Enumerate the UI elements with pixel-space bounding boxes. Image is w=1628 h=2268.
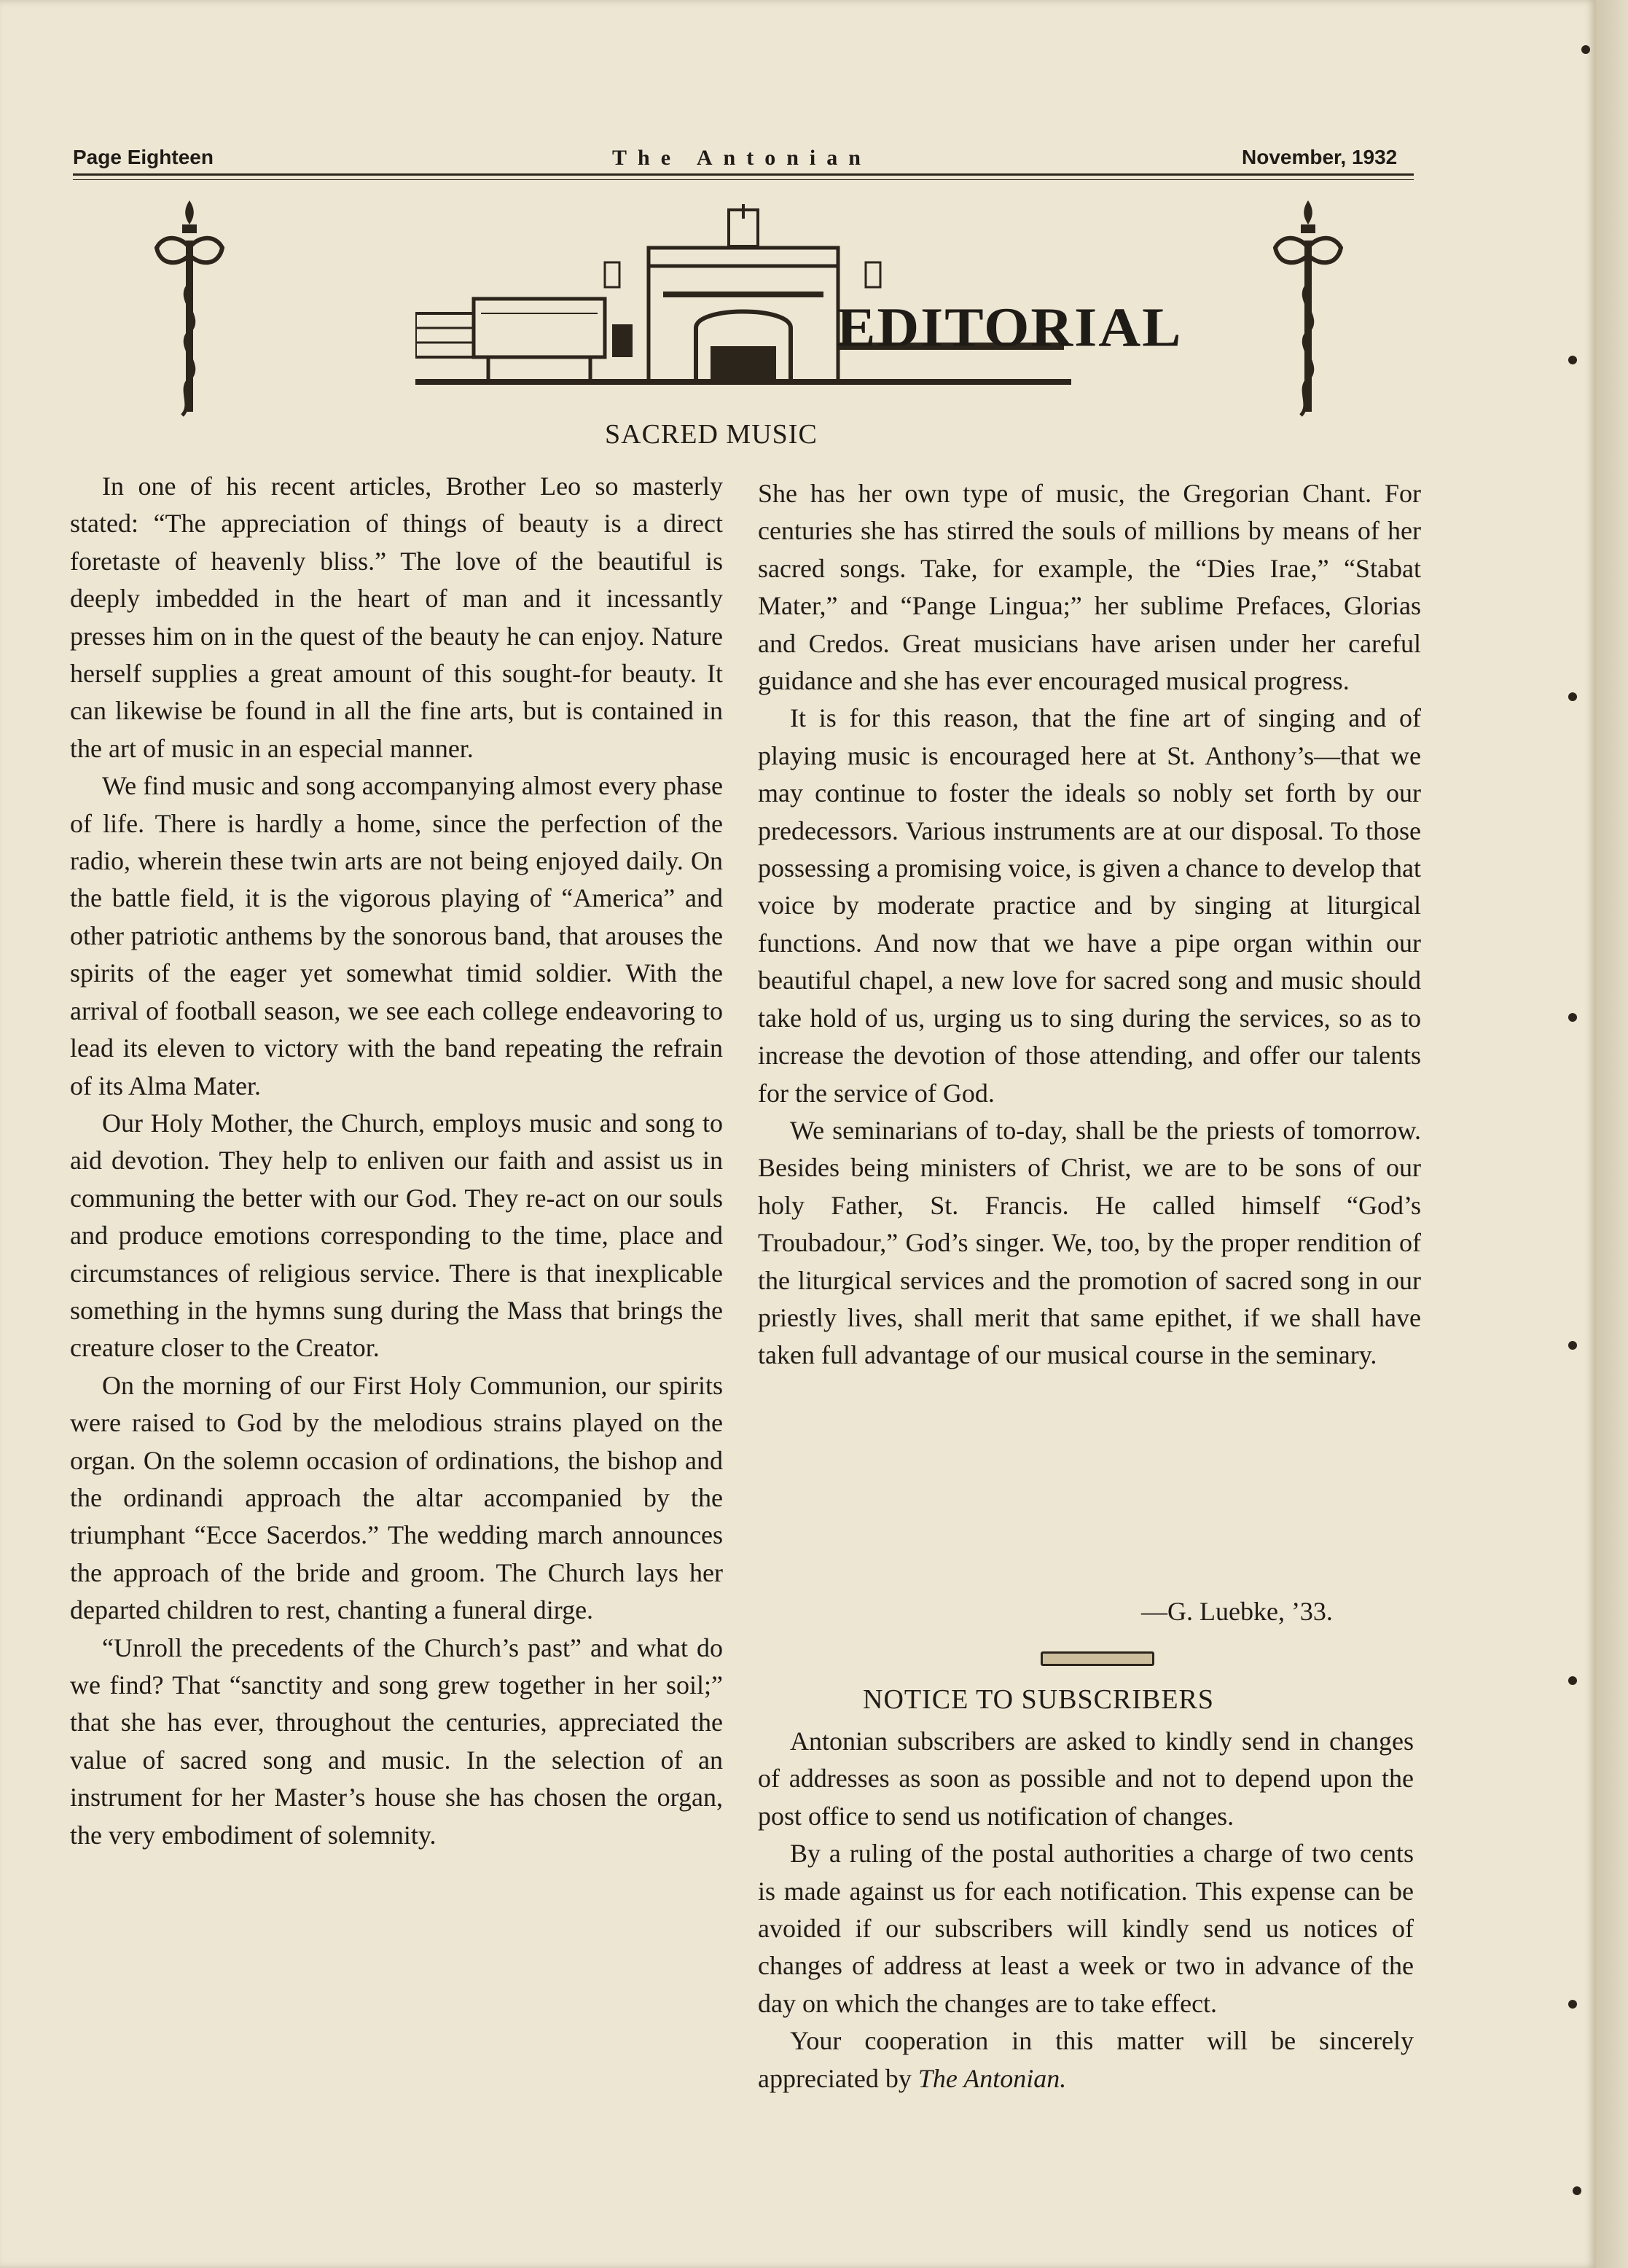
article-paragraph: We seminarians of to-day, shall be the priests of tomorrow. Besides being ministers of Christ, we are to be sons of our holy Father, St. Francis. He called himself “God’s Troubadour,” God’s singer. We, too, by the proper rendition of the liturgical services and the promotion of sacred song in our priestly lives, shall merit that same epithet, if we shall have taken full advantage of our musical course in the seminary.	[758, 1115, 1421, 1370]
article-paragraph: Our Holy Mother, the Church, employs music and song to aid devotion. They help to enliven our faith and assist us in communing the better with our God. They re-act on our souls and produce emotions corresponding to the time, place and circumstances of religious service. There is that inexplicable something in the hymns sung during the Mass that brings the creature closer to the Creator.	[70, 1108, 723, 1363]
notice-closing	[758, 2022, 1414, 2097]
article-title: SACRED MUSIC	[605, 419, 818, 450]
notice-column	[758, 1723, 1414, 2097]
punch-hole	[1581, 45, 1590, 54]
header-rule	[73, 173, 1414, 176]
section-divider	[1041, 1651, 1154, 1666]
page-number: Page Eighteen	[73, 146, 214, 168]
publication-name: The Antonian	[612, 146, 872, 170]
issue-date: November, 1932	[1242, 146, 1398, 168]
article-paragraph: It is for this reason, that the fine art of singing and of playing music is encouraged here at St. Anthony’s—that we may continue to foster the ideals so nobly set forth by our predecessors. Various instruments are at our disposal. To those possessing a promising voice, is given a chance to develop that voice by moderate practice and by singing at liturgical functions. And now that we have a pipe organ within our beautiful chapel, a new love for sacred song and music should take hold of us, urging us to sing during the services, so as to increase the devotion of those attending, and offer our talents for the service of God.	[758, 703, 1421, 1108]
banner-word: EDITORIAL	[837, 297, 1183, 359]
page-edge	[1596, 0, 1628, 2268]
torch-ornament-right	[1268, 197, 1348, 423]
article-paragraph: In one of his recent articles, Brother Leo so masterly stated: “The appreciation of things of beauty is a direct foretaste of heavenly bliss.” The love of the beautiful is deeply imbedded in the heart of man and it incessantly presses him on in the quest of the beauty he can enjoy. Nature herself supplies a great amount of this sought-for beauty. It can likewise be found in all the fine arts, but is contained in the art of music in an especial manner.	[70, 472, 723, 763]
article-column-left	[70, 468, 723, 1854]
notice-paragraph: By a ruling of the postal authorities a charge of two cents is made against us for each notification. This expense can be avoided if our subscribers will kindly send us notices of changes of address at least a week or two in advance of the day on which the changes are to take effect.	[758, 1839, 1414, 2018]
author-signature: —G. Luebke, ’33.	[1141, 1597, 1333, 1626]
punch-hole	[1568, 356, 1577, 364]
header-rule-thin	[73, 179, 1414, 180]
punch-hole	[1568, 1341, 1577, 1350]
article-paragraph: We find music and song accompanying almost every phase of life. There is hardly a home, since the perfection of the radio, wherein these twin arts are not being enjoyed daily. On the battle field, it is the vigorous playing of “America” and other patriotic anthems by the sonorous band, that arouses the spirits of the eager yet somewhat timid soldier. With the arrival of football season, we see each college endeavoring to lead its eleven to victory with the band repeating the refrain of its Alma Mater.	[70, 771, 723, 1100]
article-column-right	[758, 475, 1421, 1375]
notice-closing-publication: The Antonian.	[917, 2063, 1067, 2093]
punch-hole	[1568, 692, 1577, 701]
article-paragraph: On the morning of our First Holy Communion, our spirits were raised to God by the melodious strains played on the organ. On the solemn occasion of ordinations, the bishop and the ordinandi approach the altar accompanied by the triumphant “Ecce Sacerdos.” The wedding march announces the approach of the bride and groom. The Church lays her departed children to rest, chanting a funeral dirge.	[70, 1370, 723, 1625]
article-paragraph: She has her own type of music, the Gregorian Chant. For centuries she has stirred the souls of millions by means of her sacred songs. Take, for example, the “Dies Irae,” “Stabat Mater,” and “Pange Lingua;” her sublime Prefaces, Glorias and Credos. Great musicians have arisen under her careful guidance and she has ever encouraged musical progress.	[758, 479, 1421, 696]
article-paragraph: “Unroll the precedents of the Church’s past” and what do we find? That “sanctity and song grew together in her soil;” that she has ever, throughout the centuries, appreciated the value of sacred song and music. In the selection of an instrument for her Master’s house she has chosen the organ, the very embodiment of solemnity.	[70, 1632, 723, 1850]
punch-hole	[1573, 2186, 1581, 2195]
punch-hole	[1568, 1013, 1577, 1022]
notice-closing-text: Your cooperation in this matter will be sincerely appreciated by	[758, 2026, 1414, 2093]
notice-paragraph: Antonian subscribers are asked to kindly send in changes of addresses as soon as possible and not to depend upon the post office to send us notification of changes.	[758, 1727, 1414, 1831]
notice-title: NOTICE TO SUBSCRIBERS	[863, 1684, 1215, 1715]
punch-hole	[1568, 1676, 1577, 1685]
punch-hole	[1568, 2000, 1577, 2009]
torch-ornament-left	[149, 197, 230, 423]
